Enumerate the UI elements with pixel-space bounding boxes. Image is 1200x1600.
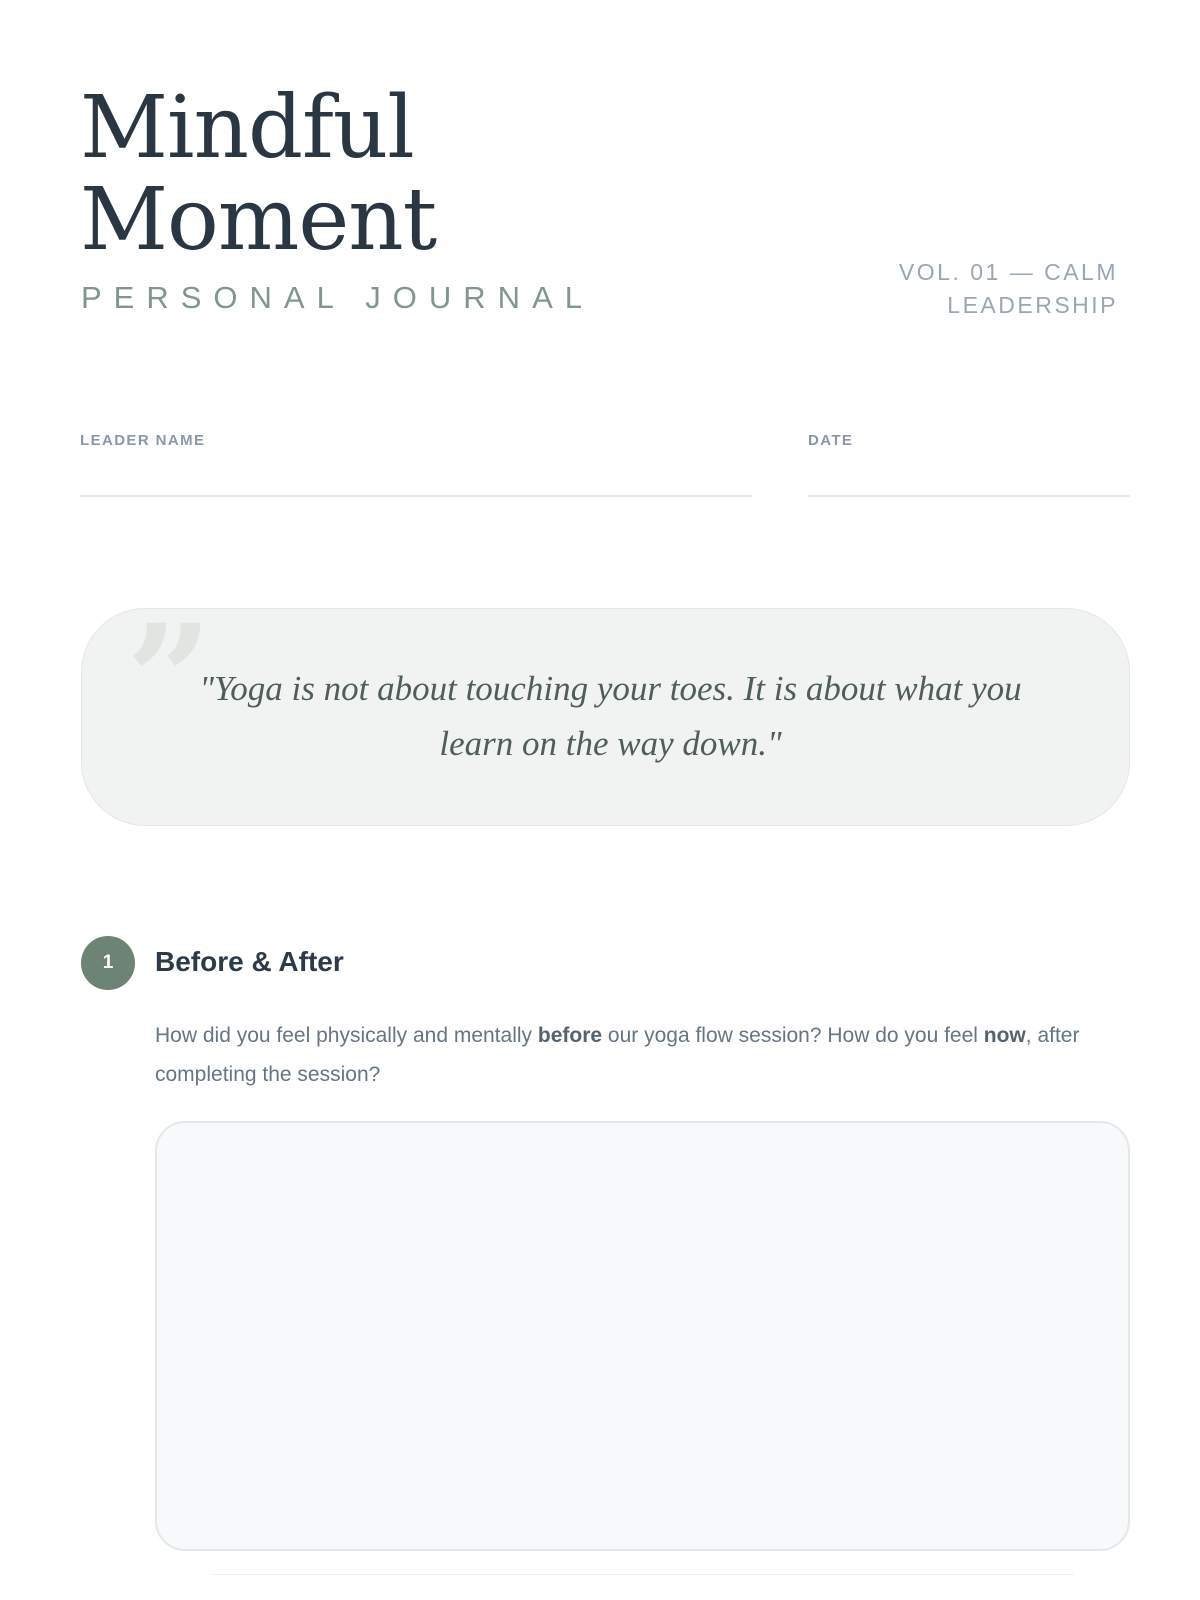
answer-textarea[interactable]: [155, 1121, 1130, 1551]
volume-line-1: VOL. 01 — CALM: [898, 259, 1118, 285]
prompt-text-1: How did you feel physically and mentally: [155, 1024, 538, 1047]
page-subtitle: PERSONAL JOURNAL: [81, 280, 594, 315]
divider: [212, 1574, 1074, 1575]
page-title: [80, 78, 437, 270]
quote-text: "Yoga is not about touching your toes. It is about what you learn on the way down.": [199, 669, 1022, 763]
title-line-1: Mindful: [80, 78, 414, 178]
date-label: DATE: [808, 432, 854, 449]
section-title: Before & After: [155, 946, 344, 977]
title-line-2: Moment: [80, 170, 437, 270]
leader-name-field[interactable]: [80, 432, 752, 449]
leader-name-label: LEADER NAME: [80, 432, 206, 449]
prompt-text-3: , after completing the session?: [155, 1024, 1080, 1086]
prompt-text-2: our yoga flow session? How do you feel: [602, 1024, 984, 1047]
prompt-emphasis-before: before: [537, 1024, 603, 1047]
quote-card: [81, 592, 1130, 826]
step-number-badge: 1: [81, 936, 135, 990]
volume-line-2: LEADERSHIP: [947, 292, 1118, 318]
date-underline: [808, 495, 1130, 497]
leader-name-underline: [80, 495, 752, 497]
section-prompt: [155, 1016, 1130, 1094]
date-field[interactable]: [808, 432, 1130, 449]
volume-label: [818, 256, 1118, 322]
quote-mark-icon: ”: [126, 592, 213, 768]
prompt-emphasis-now: now: [983, 1024, 1026, 1047]
